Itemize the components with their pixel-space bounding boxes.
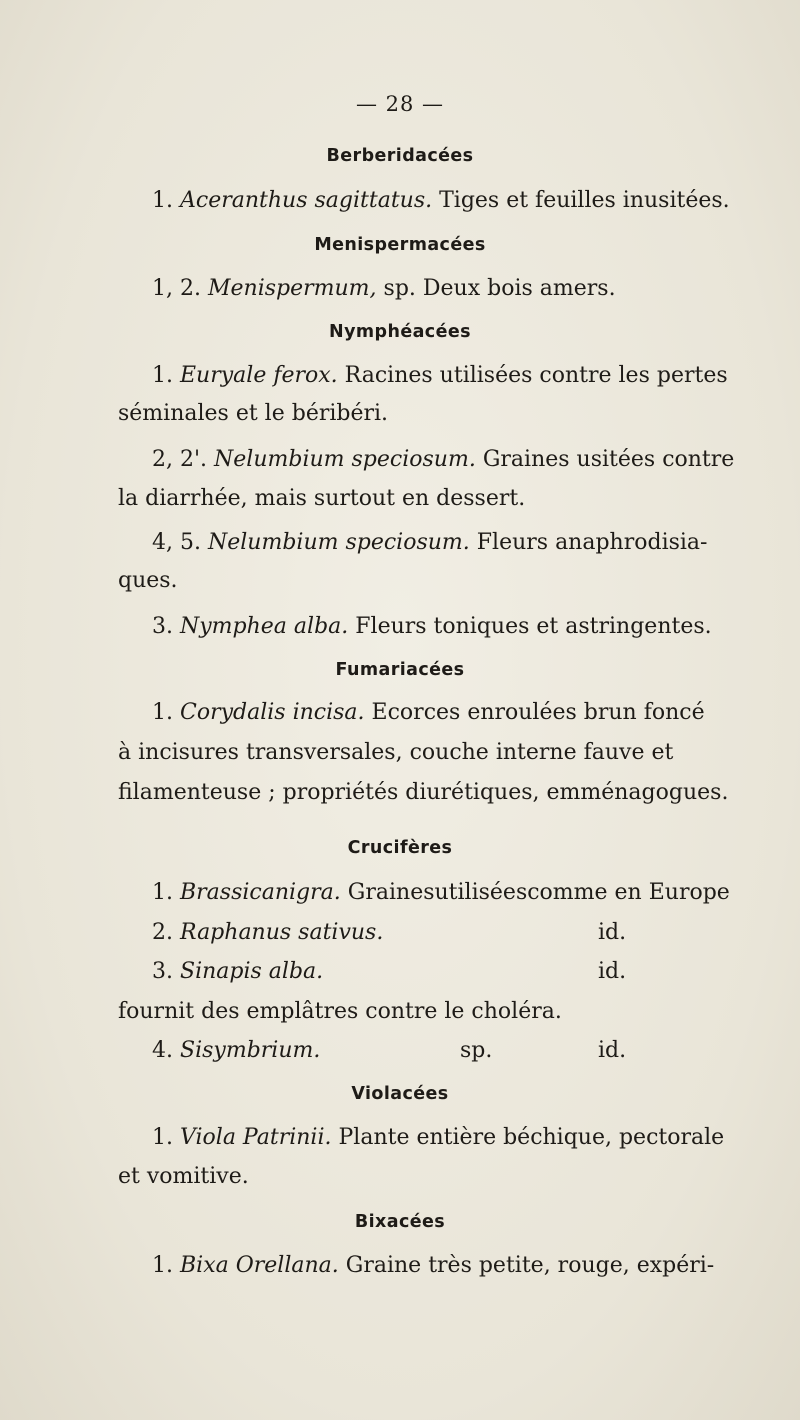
species-name: Menispermum, <box>207 276 377 301</box>
entry-corydalis <box>152 698 782 728</box>
entry-number: 1. <box>152 1253 173 1278</box>
cruciferes-note: fournit des emplâtres contre le choléra. <box>118 999 562 1024</box>
entry-corydalis-cont2: filamenteuse ; propriétés diurétiques, emménagogues. <box>118 780 729 805</box>
entry-number: 2. <box>152 920 173 945</box>
species-name: Brassicanigra. <box>180 880 341 905</box>
entry-text: sp. Deux bois amers. <box>383 276 616 301</box>
entry-text: Tiges et feuilles inusitées. <box>439 188 730 213</box>
entry-text: Racines utilisées contre les pertes <box>344 363 728 388</box>
ditto-mark: id. <box>598 1038 627 1063</box>
sp-mark: sp. <box>460 1038 493 1063</box>
species-name: Bixa Orellana. <box>180 1253 339 1278</box>
entry-number: 1. <box>152 188 173 213</box>
entry-number: 1. <box>152 363 173 388</box>
entry-corydalis-cont1: à incisures transversales, couche interne fauve et <box>118 740 674 765</box>
family-heading-violacees: Violacées <box>351 1084 449 1104</box>
entry-sinapis <box>152 957 782 987</box>
entry-nelumbium-fleurs-cont: ques. <box>118 568 178 593</box>
entry-text: Fleurs anaphrodisia- <box>476 530 708 555</box>
entry-number: 4. <box>152 1038 173 1063</box>
entry-euryale-cont: séminales et le béribéri. <box>118 401 389 426</box>
entry-number: 4, 5. <box>152 530 201 555</box>
entry-nelumbium-graines <box>152 445 782 475</box>
species-name: Sinapis alba. <box>180 959 324 984</box>
ditto-mark: id. <box>598 920 627 945</box>
entry-bixa <box>152 1251 782 1281</box>
entry-viola <box>152 1123 782 1153</box>
entry-menispermum <box>152 274 782 304</box>
species-name: Viola Patrinii. <box>180 1125 332 1150</box>
species-name: Nelumbium speciosum. <box>214 447 476 472</box>
entry-number: 1. <box>152 700 173 725</box>
entry-number: 3. <box>152 614 173 639</box>
family-heading-bixacees: Bixacées <box>354 1212 446 1232</box>
entry-text: Grainesutiliséescomme en Europe <box>347 880 730 905</box>
entry-aceranthus <box>152 186 782 216</box>
family-heading-menispermacees: Menispermacées <box>314 235 486 255</box>
species-name: Nelumbium speciosum. <box>207 530 470 555</box>
species-name: Raphanus sativus. <box>180 920 384 945</box>
family-heading-nympheacees: Nymphéacées <box>329 322 471 342</box>
entry-number: 1. <box>152 880 173 905</box>
entry-raphanus <box>152 918 782 948</box>
entry-text: Plante entière béchique, pectorale <box>338 1125 725 1150</box>
entry-brassica <box>152 878 782 908</box>
family-heading-cruciferes: Crucifères <box>347 838 453 858</box>
entry-text: Graine très petite, rouge, expéri- <box>345 1253 715 1278</box>
entry-euryale <box>152 361 782 391</box>
entry-text: Fleurs toniques et astringentes. <box>355 614 712 639</box>
entry-viola-cont: et vomitive. <box>118 1164 249 1189</box>
species-name: Euryale ferox. <box>180 363 338 388</box>
entry-nelumbium-graines-cont: la diarrhée, mais surtout en dessert. <box>118 486 526 511</box>
family-heading-fumariacees: Fumariacées <box>335 660 465 680</box>
entry-number: 1, 2. <box>152 276 201 301</box>
species-name: Nymphea alba. <box>180 614 349 639</box>
ditto-mark: id. <box>598 959 627 984</box>
species-name: Corydalis incisa. <box>180 700 365 725</box>
entry-sisymbrium <box>152 1036 782 1066</box>
entry-nelumbium-fleurs <box>152 528 782 558</box>
entry-number: 3. <box>152 959 173 984</box>
entry-text: Ecorces enroulées brun foncé <box>371 700 705 725</box>
page-number: — 28 — <box>355 92 445 116</box>
species-name: Sisymbrium. <box>180 1038 321 1063</box>
family-heading-berberidacees: Berberidacées <box>326 146 474 166</box>
species-name: Aceranthus sagittatus. <box>180 188 433 213</box>
entry-number: 1. <box>152 1125 173 1150</box>
entry-number: 2, 2'. <box>152 447 208 472</box>
entry-text: Graines usitées contre <box>482 447 735 472</box>
entry-nymphea <box>152 612 782 642</box>
